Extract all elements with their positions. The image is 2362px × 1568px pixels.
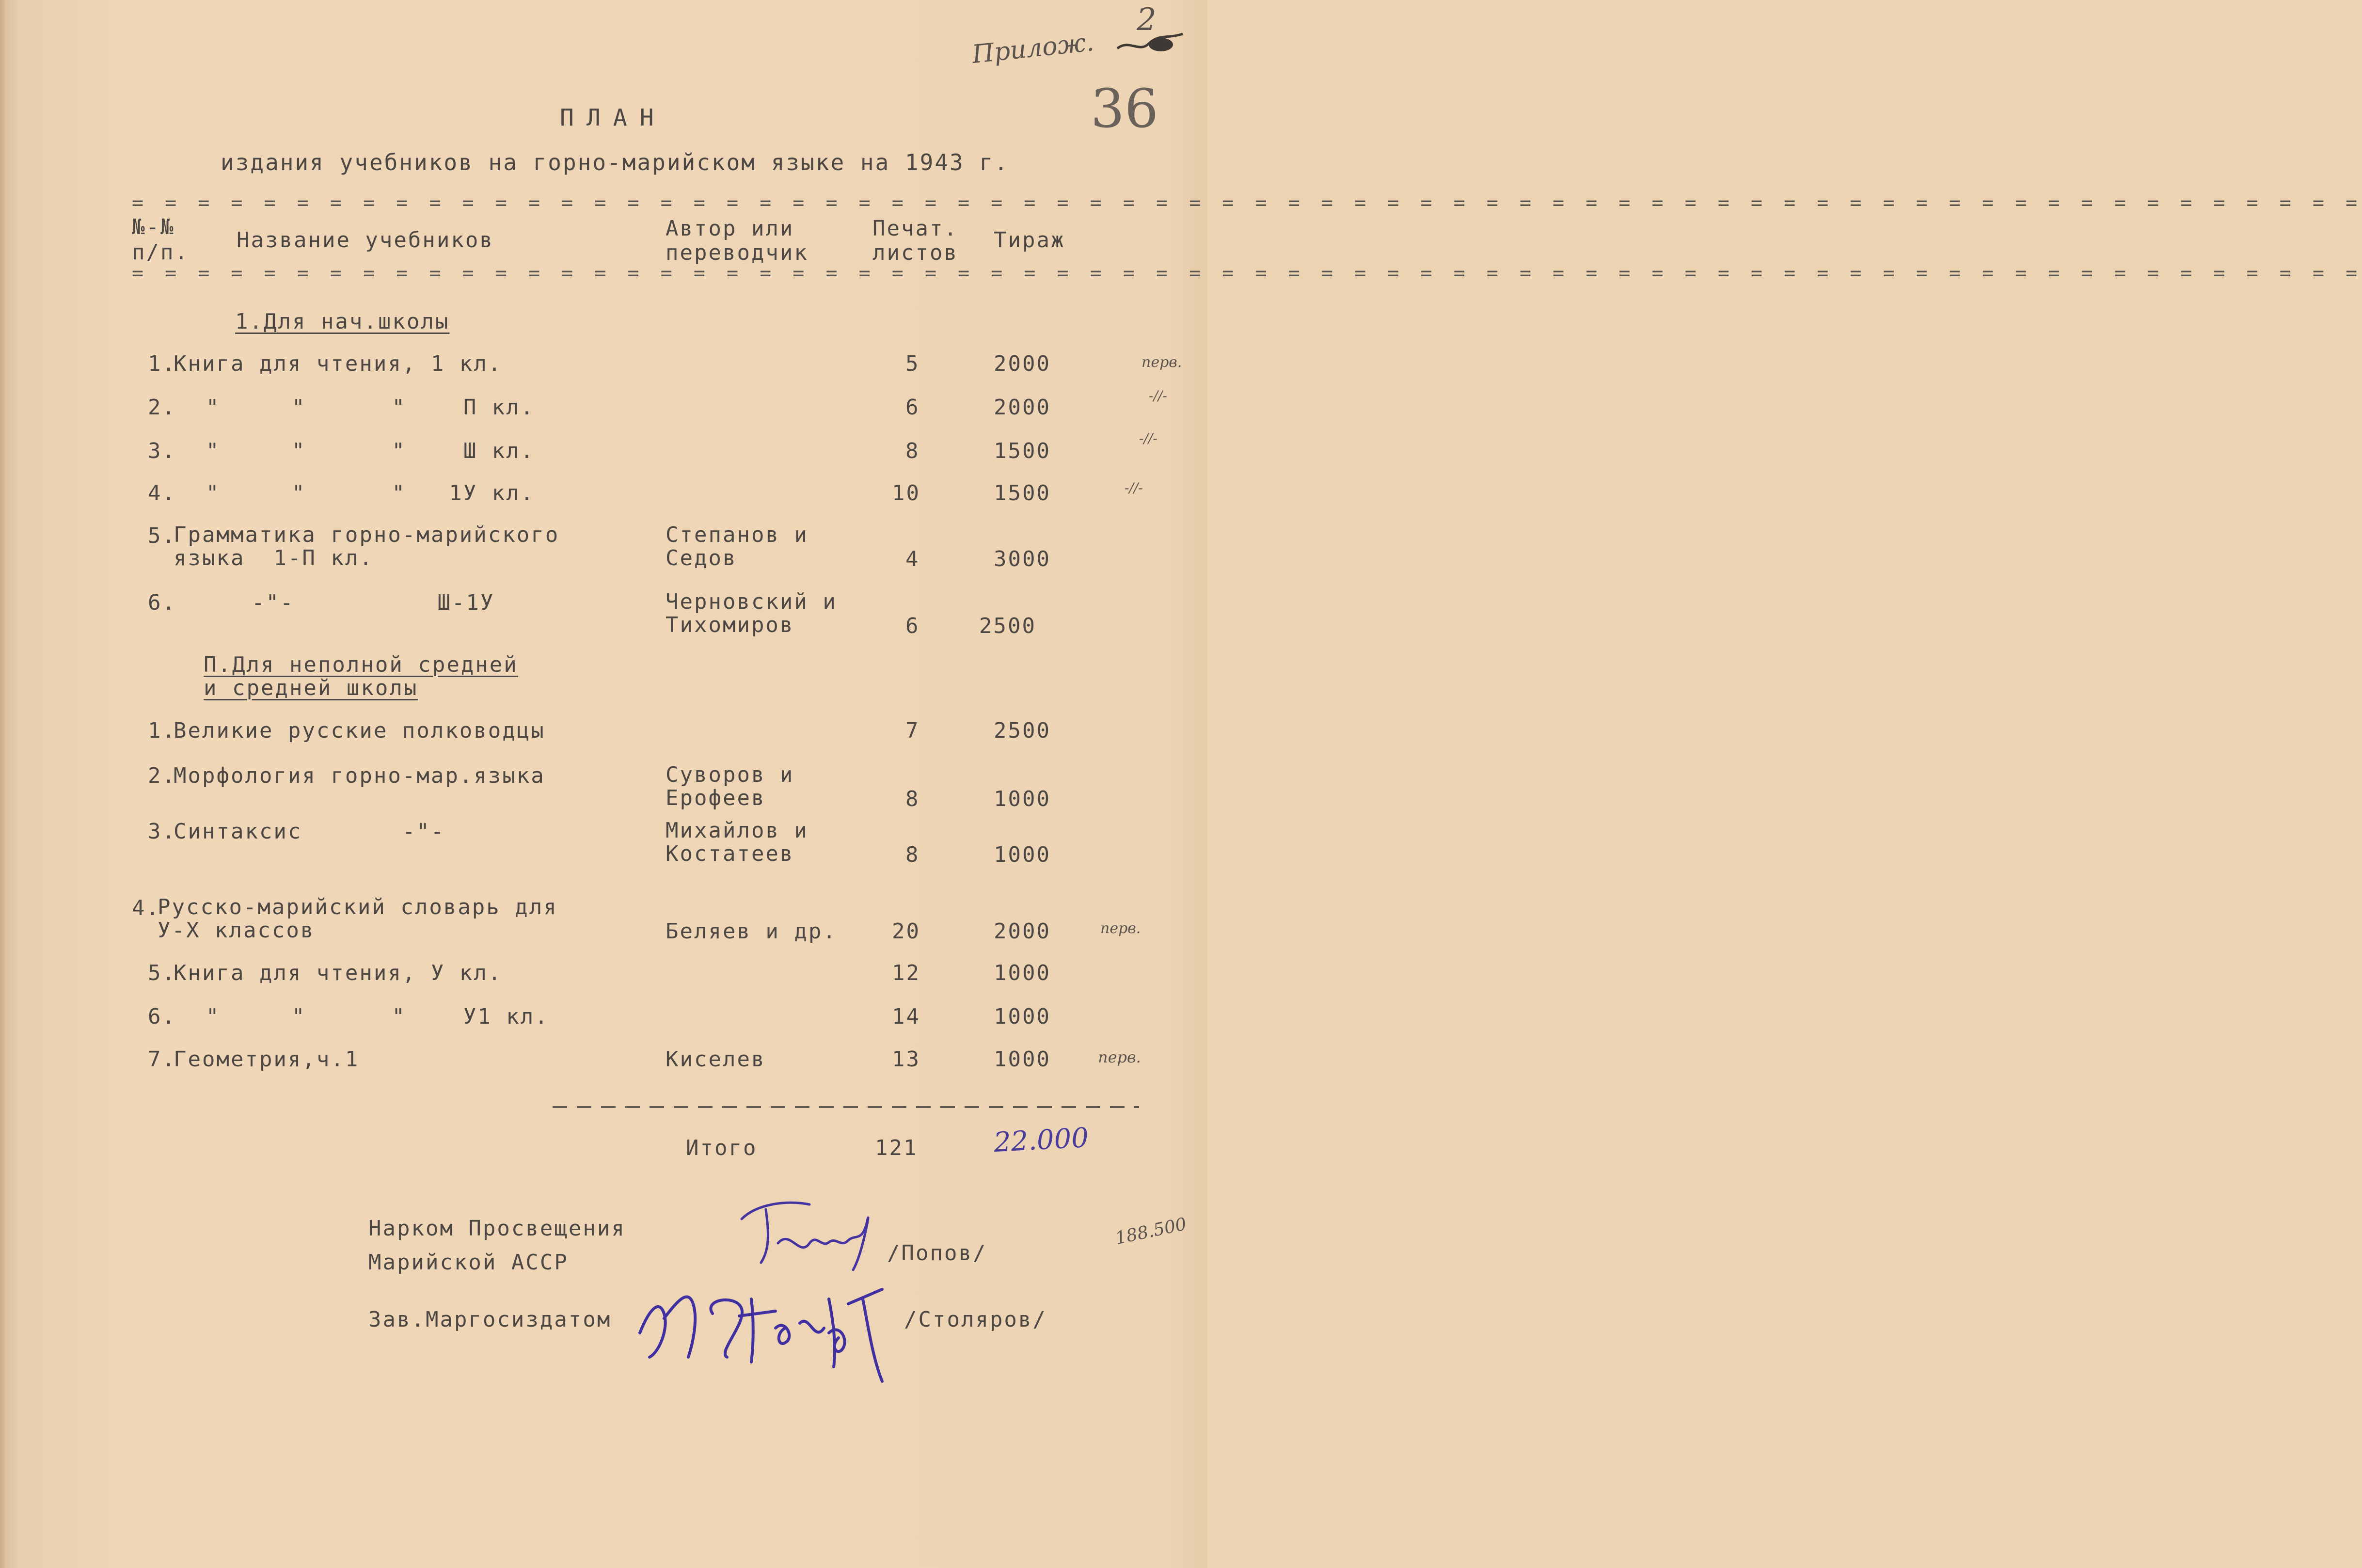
row-sheets: 14 — [892, 1004, 920, 1029]
total-divider — [553, 1106, 1139, 1108]
col-header-run: Тираж — [994, 228, 1065, 253]
total-label: Итого — [686, 1136, 758, 1160]
folio-number: 36 — [1091, 78, 1158, 140]
signatory-1-title: Нарком Просвещения Марийской АССР — [368, 1216, 626, 1275]
section-title: 1.Для нач.школы — [235, 309, 450, 334]
row-author: Беляев и др. — [666, 919, 837, 944]
row-author: Суворов и Ерофеев — [666, 762, 794, 810]
section-title: П.Для неполной средней и средней школы — [204, 652, 518, 700]
row-no: 2. — [148, 763, 176, 788]
row-author: Михайлов и Костатеев — [666, 818, 808, 866]
signatory-1-name: /Попов/ — [887, 1241, 987, 1266]
row-name: Геометрия,ч.1 — [174, 1047, 360, 1072]
row-sheets: 12 — [892, 961, 920, 985]
corner-number: 2 — [1137, 2, 1157, 38]
row-run: 1000 — [994, 961, 1051, 985]
row-run: 2000 — [994, 351, 1051, 376]
row-name: " " " У1 кл. — [206, 1004, 549, 1029]
row-run: 2000 — [994, 919, 1051, 944]
row-no: 6. — [148, 1004, 176, 1029]
margin-mark: -//- — [1125, 480, 1143, 496]
col-header-num: №-№ п/п. — [132, 215, 189, 265]
row-name: Синтаксис -"- — [174, 819, 445, 844]
row-run: 1000 — [994, 1047, 1051, 1072]
row-sheets: 20 — [892, 919, 920, 944]
row-name: Морфология горно-мар.языка — [174, 763, 545, 788]
signatory-2-name: /Столяров/ — [904, 1307, 1047, 1332]
row-run: 1000 — [994, 1004, 1051, 1029]
total-sheets: 121 — [875, 1136, 918, 1160]
row-no: 3. — [148, 819, 176, 844]
row-no: 4. — [148, 481, 176, 506]
row-sheets: 4 — [905, 547, 920, 571]
row-run: 2000 — [994, 395, 1051, 420]
row-sheets: 6 — [905, 614, 920, 638]
row-name: Книга для чтения, 1 кл. — [174, 351, 503, 376]
corner-scribble-icon — [1115, 24, 1188, 63]
signatory-2-title: Зав.Маргосиздатом — [368, 1307, 612, 1332]
corner-note: Прилож. — [970, 27, 1095, 70]
margin-mark: перв. — [1141, 354, 1182, 371]
col-header-author: Автор или переводчик — [666, 216, 808, 265]
row-run: 3000 — [994, 547, 1051, 571]
col-header-sheets: Печат. листов — [872, 216, 958, 265]
col-header-name: Название учебников — [237, 228, 494, 253]
row-name: " " " П кл. — [206, 395, 535, 420]
page-subtitle: издания учебников на горно-марийском языке на 1943 г. — [221, 149, 1009, 175]
row-run: 1500 — [994, 439, 1051, 463]
row-sheets: 13 — [892, 1047, 920, 1072]
row-sheets: 10 — [892, 481, 920, 506]
margin-mark: перв. — [1100, 920, 1141, 937]
row-author: Степанов и Седов — [666, 523, 808, 570]
header-rule-top: = = = = = = = = = = = = = = = = = = = = = = = = = = = = = = = = = = = = = = = = = = = = = = = = = = = = = = = = = = = = = = = = = = = = — [132, 192, 2362, 214]
row-sheets: 8 — [905, 787, 920, 811]
row-name: Книга для чтения, У кл. — [174, 961, 503, 985]
margin-mark: -//- — [1139, 430, 1157, 446]
row-sheets: 7 — [905, 718, 920, 743]
row-name: " " " 1У кл. — [206, 481, 535, 506]
margin-mark: -//- — [1149, 388, 1167, 404]
row-no: 1. — [148, 718, 176, 743]
row-sheets: 8 — [905, 842, 920, 867]
row-no: 1. — [148, 351, 176, 376]
row-author: Черновский и Тихомиров — [666, 589, 837, 637]
row-name: " " " Ш кл. — [206, 439, 535, 463]
row-no: 5. — [148, 523, 176, 548]
page-title: ПЛАН — [560, 104, 666, 131]
row-name: Великие русские полководцы — [174, 718, 545, 743]
row-run: 1500 — [994, 481, 1051, 506]
row-no: 6. — [148, 590, 176, 615]
row-sheets: 5 — [905, 351, 920, 376]
row-no: 3. — [148, 439, 176, 463]
signature-1-icon — [732, 1190, 882, 1277]
row-sheets: 8 — [905, 439, 920, 463]
row-no: 5. — [148, 961, 176, 985]
row-run: 1000 — [994, 787, 1051, 811]
row-no: 4. — [132, 896, 160, 920]
row-run: 2500 — [979, 614, 1036, 638]
row-name: Грамматика горно-марийского языка 1-П кл. — [174, 523, 560, 570]
header-rule-bottom: = = = = = = = = = = = = = = = = = = = = = = = = = = = = = = = = = = = = = = = = = = = = = = = = = = = = = = = = = = = = = = = = = = = = — [132, 262, 2362, 285]
signature-2-icon — [630, 1270, 911, 1391]
row-run: 2500 — [994, 718, 1051, 743]
row-author: Киселев — [666, 1047, 766, 1072]
row-run: 1000 — [994, 842, 1051, 867]
row-name: Русско-марийский словарь для У-Х классов — [158, 895, 558, 943]
row-no: 7. — [148, 1047, 176, 1072]
row-no: 2. — [148, 395, 176, 420]
margin-mark: перв. — [1098, 1048, 1141, 1066]
total-run-handwritten: 22.000 — [993, 1122, 1090, 1159]
margin-total: 188.500 — [1113, 1214, 1189, 1249]
row-name: -"- Ш-1У — [223, 590, 495, 615]
row-sheets: 6 — [905, 395, 920, 420]
